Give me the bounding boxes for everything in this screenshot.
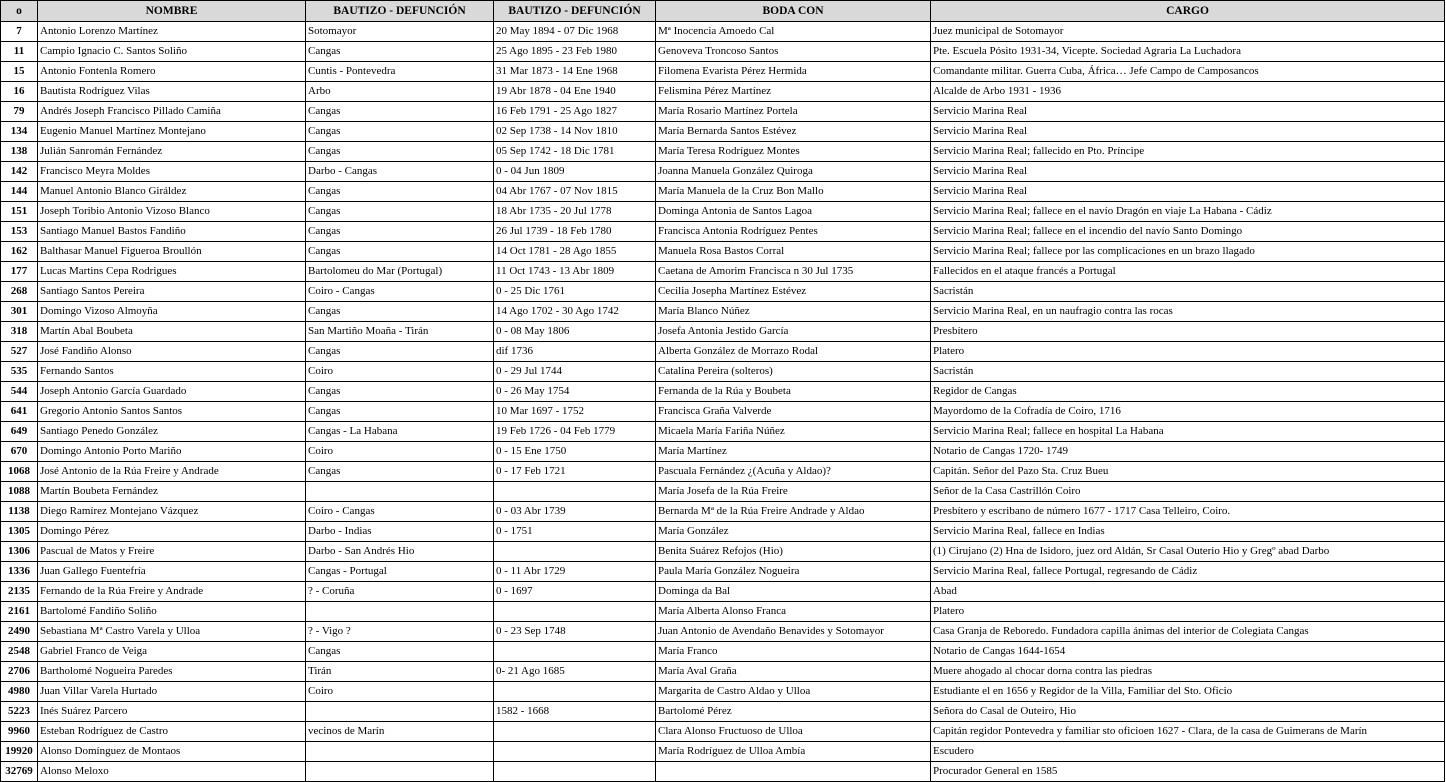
cell-nombre: Antonio Lorenzo Martínez — [38, 22, 306, 42]
cell-boda-con: Juan Antonio de Avendaño Benavides y Sotomayor — [656, 622, 931, 642]
cell-nombre: Santiago Santos Pereira — [38, 282, 306, 302]
cell-bautizo-fecha — [494, 602, 656, 622]
cell-bautizo-fecha — [494, 642, 656, 662]
cell-boda-con: María Aval Graña — [656, 662, 931, 682]
cell-cargo: Procurador General en 1585 — [931, 762, 1445, 782]
cell-nombre: Alonso Meloxo — [38, 762, 306, 782]
cell-nombre: Fernando Santos — [38, 362, 306, 382]
cell-bautizo-fecha: 0 - 11 Abr 1729 — [494, 562, 656, 582]
cell-nombre: Julián Sanromán Fernández — [38, 142, 306, 162]
cell-bautizo-lugar: Cangas — [306, 402, 494, 422]
cell-number: 144 — [1, 182, 38, 202]
cell-number: 1138 — [1, 502, 38, 522]
cell-bautizo-fecha: 0 - 25 Dic 1761 — [494, 282, 656, 302]
cell-number: 1336 — [1, 562, 38, 582]
cell-nombre: Francisco Meyra Moldes — [38, 162, 306, 182]
cell-boda-con: Mª Inocencia Amoedo Cal — [656, 22, 931, 42]
cell-number: 2135 — [1, 582, 38, 602]
cell-cargo: Platero — [931, 342, 1445, 362]
cell-nombre: Martín Abal Boubeta — [38, 322, 306, 342]
cell-number: 1306 — [1, 542, 38, 562]
cell-bautizo-fecha: 25 Ago 1895 - 23 Feb 1980 — [494, 42, 656, 62]
cell-number: 649 — [1, 422, 38, 442]
cell-boda-con: María Martínez — [656, 442, 931, 462]
cell-cargo: Sacristán — [931, 282, 1445, 302]
cell-boda-con: Dominga Antonia de Santos Lagoa — [656, 202, 931, 222]
cell-bautizo-lugar: ? - Coruña — [306, 582, 494, 602]
table-row — [1, 122, 1445, 142]
table-row — [1, 742, 1445, 762]
cell-number: 2161 — [1, 602, 38, 622]
cell-nombre: Gabriel Franco de Veiga — [38, 642, 306, 662]
table-row — [1, 102, 1445, 122]
cell-nombre: Inés Suárez Parcero — [38, 702, 306, 722]
cell-bautizo-fecha: 19 Feb 1726 - 04 Feb 1779 — [494, 422, 656, 442]
cell-boda-con: Bernarda Mª de la Rúa Freire Andrade y Aldao — [656, 502, 931, 522]
cell-bautizo-lugar: Cangas — [306, 242, 494, 262]
table-row — [1, 562, 1445, 582]
cell-nombre: Manuel Antonio Blanco Giráldez — [38, 182, 306, 202]
cell-bautizo-fecha: 19 Abr 1878 - 04 Ene 1940 — [494, 82, 656, 102]
cell-bautizo-lugar: Coiro — [306, 682, 494, 702]
header-bautizo-lugar: BAUTIZO - DEFUNCIÓN — [306, 1, 494, 22]
cell-number: 32769 — [1, 762, 38, 782]
cell-nombre: Joseph Antonio García Guardado — [38, 382, 306, 402]
cell-bautizo-fecha: 31 Mar 1873 - 14 Ene 1968 — [494, 62, 656, 82]
cell-nombre: Sebastiana Mª Castro Varela y Ulloa — [38, 622, 306, 642]
table-row — [1, 502, 1445, 522]
table-row — [1, 22, 1445, 42]
cell-boda-con: Felismina Pérez Martínez — [656, 82, 931, 102]
cell-bautizo-fecha: 14 Ago 1702 - 30 Ago 1742 — [494, 302, 656, 322]
cell-nombre: Pascual de Matos y Freire — [38, 542, 306, 562]
cell-bautizo-lugar: Bartolomeu do Mar (Portugal) — [306, 262, 494, 282]
cell-bautizo-lugar: Darbo - Indias — [306, 522, 494, 542]
cell-bautizo-fecha: 10 Mar 1697 - 1752 — [494, 402, 656, 422]
cell-nombre: Alonso Domínguez de Montaos — [38, 742, 306, 762]
cell-boda-con: Benita Suárez Refojos (Hio) — [656, 542, 931, 562]
table-row — [1, 42, 1445, 62]
cell-boda-con: María Franco — [656, 642, 931, 662]
cell-number: 268 — [1, 282, 38, 302]
table-row — [1, 222, 1445, 242]
cell-bautizo-lugar: Cangas — [306, 202, 494, 222]
cell-bautizo-lugar: Cangas — [306, 142, 494, 162]
cell-cargo: Escudero — [931, 742, 1445, 762]
cell-number: 177 — [1, 262, 38, 282]
cell-bautizo-lugar: San Martiño Moaña - Tirán — [306, 322, 494, 342]
table-row — [1, 422, 1445, 442]
cell-bautizo-fecha: 0 - 15 Ene 1750 — [494, 442, 656, 462]
cell-number: 641 — [1, 402, 38, 422]
cell-nombre: Diego Ramírez Montejano Vázquez — [38, 502, 306, 522]
table-row — [1, 182, 1445, 202]
cell-number: 2490 — [1, 622, 38, 642]
cell-bautizo-lugar — [306, 602, 494, 622]
cell-nombre: Bautista Rodríguez Vilas — [38, 82, 306, 102]
cell-bautizo-lugar: vecinos de Marín — [306, 722, 494, 742]
cell-boda-con: Dominga da Bal — [656, 582, 931, 602]
table-row — [1, 722, 1445, 742]
table-row — [1, 262, 1445, 282]
cell-number: 301 — [1, 302, 38, 322]
table-row — [1, 162, 1445, 182]
table-row — [1, 302, 1445, 322]
cell-cargo: Servicio Marina Real — [931, 122, 1445, 142]
header-boda-con: BODA CON — [656, 1, 931, 22]
table-row — [1, 542, 1445, 562]
cell-cargo: Servicio Marina Real; fallece en hospital La Habana — [931, 422, 1445, 442]
cell-number: 134 — [1, 122, 38, 142]
table-row — [1, 82, 1445, 102]
cell-nombre: Esteban Rodríguez de Castro — [38, 722, 306, 742]
cell-boda-con: Josefa Antonia Jestido García — [656, 322, 931, 342]
cell-number: 544 — [1, 382, 38, 402]
cell-boda-con: Catalina Pereira (solteros) — [656, 362, 931, 382]
cell-bautizo-fecha: 04 Abr 1767 - 07 Nov 1815 — [494, 182, 656, 202]
cell-nombre: Joseph Toribio Antonio Vizoso Blanco — [38, 202, 306, 222]
cell-bautizo-lugar: Darbo - Cangas — [306, 162, 494, 182]
table-row — [1, 582, 1445, 602]
cell-bautizo-fecha: 14 Oct 1781 - 28 Ago 1855 — [494, 242, 656, 262]
cell-cargo: Servicio Marina Real, en un naufragio contra las rocas — [931, 302, 1445, 322]
cell-number: 318 — [1, 322, 38, 342]
cell-cargo: Fallecidos en el ataque francés a Portugal — [931, 262, 1445, 282]
cell-cargo: Juez municipal de Sotomayor — [931, 22, 1445, 42]
cell-number: 153 — [1, 222, 38, 242]
cell-boda-con: María Blanco Núñez — [656, 302, 931, 322]
cell-number: 535 — [1, 362, 38, 382]
cell-nombre: Antonio Fontenla Romero — [38, 62, 306, 82]
cell-bautizo-fecha — [494, 682, 656, 702]
cell-cargo: Regidor de Cangas — [931, 382, 1445, 402]
header-bautizo-fecha: BAUTIZO - DEFUNCIÓN — [494, 1, 656, 22]
cell-bautizo-lugar: Cangas — [306, 642, 494, 662]
cell-number: 2548 — [1, 642, 38, 662]
cell-boda-con: Francisca Antonia Rodríguez Pentes — [656, 222, 931, 242]
header-cargo: CARGO — [931, 1, 1445, 22]
cell-nombre: Bartholomé Nogueira Paredes — [38, 662, 306, 682]
table-row — [1, 662, 1445, 682]
table-row — [1, 282, 1445, 302]
cell-boda-con: María Josefa de la Rúa Freire — [656, 482, 931, 502]
cell-number: 4980 — [1, 682, 38, 702]
cell-boda-con: Cecilia Josepha Martínez Estévez — [656, 282, 931, 302]
cell-boda-con: María Alberta Alonso Franca — [656, 602, 931, 622]
cell-number: 11 — [1, 42, 38, 62]
cell-nombre: Andrés Joseph Francisco Pillado Camiña — [38, 102, 306, 122]
cell-boda-con: Manuela Rosa Bastos Corral — [656, 242, 931, 262]
table-row — [1, 762, 1445, 782]
table-body — [1, 22, 1445, 782]
table-row — [1, 242, 1445, 262]
table-row — [1, 402, 1445, 422]
cell-bautizo-lugar: Cuntis - Pontevedra — [306, 62, 494, 82]
cell-bautizo-fecha — [494, 742, 656, 762]
cell-number: 2706 — [1, 662, 38, 682]
table-row — [1, 382, 1445, 402]
cell-bautizo-fecha: 18 Abr 1735 - 20 Jul 1778 — [494, 202, 656, 222]
cell-nombre: Juan Villar Varela Hurtado — [38, 682, 306, 702]
cell-bautizo-lugar: Coiro - Cangas — [306, 282, 494, 302]
cell-cargo: Comandante militar. Guerra Cuba, África… Jefe Campo de Camposancos — [931, 62, 1445, 82]
cell-bautizo-lugar: ? - Vigo ? — [306, 622, 494, 642]
cell-bautizo-lugar: Coiro — [306, 442, 494, 462]
cell-bautizo-lugar: Sotomayor — [306, 22, 494, 42]
cell-bautizo-lugar — [306, 742, 494, 762]
cell-bautizo-fecha: 0- 21 Ago 1685 — [494, 662, 656, 682]
table-row — [1, 202, 1445, 222]
table-row — [1, 702, 1445, 722]
cell-bautizo-fecha — [494, 762, 656, 782]
cell-cargo: Notario de Cangas 1720- 1749 — [931, 442, 1445, 462]
cell-cargo: Servicio Marina Real, fallece en Indias — [931, 522, 1445, 542]
cell-nombre: Campio Ignacio C. Santos Soliño — [38, 42, 306, 62]
table-row — [1, 602, 1445, 622]
cell-boda-con: Joanna Manuela González Quiroga — [656, 162, 931, 182]
cell-cargo: Servicio Marina Real; fallece por las complicaciones en un brazo llagado — [931, 242, 1445, 262]
cell-bautizo-fecha: 02 Sep 1738 - 14 Nov 1810 — [494, 122, 656, 142]
cell-bautizo-fecha: 0 - 29 Jul 1744 — [494, 362, 656, 382]
cell-cargo: Mayordomo de la Cofradía de Coiro, 1716 — [931, 402, 1445, 422]
cell-cargo: Capitán. Señor del Pazo Sta. Cruz Bueu — [931, 462, 1445, 482]
cell-bautizo-fecha: 0 - 1697 — [494, 582, 656, 602]
cell-boda-con: María Rodríguez de Ulloa Ambía — [656, 742, 931, 762]
cell-bautizo-lugar: Arbo — [306, 82, 494, 102]
cell-cargo: Muere ahogado al chocar dorna contra las piedras — [931, 662, 1445, 682]
table-row — [1, 442, 1445, 462]
cell-cargo: Señora do Casal de Outeiro, Hio — [931, 702, 1445, 722]
cell-number: 527 — [1, 342, 38, 362]
cell-cargo: Platero — [931, 602, 1445, 622]
cell-bautizo-fecha — [494, 482, 656, 502]
cell-cargo: Notario de Cangas 1644-1654 — [931, 642, 1445, 662]
table-row — [1, 682, 1445, 702]
cell-bautizo-fecha: 26 Jul 1739 - 18 Feb 1780 — [494, 222, 656, 242]
cell-boda-con: Fernanda de la Rúa y Boubeta — [656, 382, 931, 402]
cell-number: 151 — [1, 202, 38, 222]
cell-number: 1068 — [1, 462, 38, 482]
cell-number: 19920 — [1, 742, 38, 762]
cell-bautizo-lugar — [306, 762, 494, 782]
cell-bautizo-lugar: Cangas - La Habana — [306, 422, 494, 442]
cell-bautizo-fecha — [494, 542, 656, 562]
cell-cargo: Señor de la Casa Castrillón Coiro — [931, 482, 1445, 502]
cell-bautizo-fecha: 0 - 08 May 1806 — [494, 322, 656, 342]
cell-boda-con: Caetana de Amorim Francisca n 30 Jul 1735 — [656, 262, 931, 282]
header-number: o — [1, 1, 38, 22]
cell-nombre: Bartolomé Fandiño Soliño — [38, 602, 306, 622]
cell-bautizo-fecha: 0 - 03 Abr 1739 — [494, 502, 656, 522]
cell-boda-con: Micaela María Fariña Núñez — [656, 422, 931, 442]
cell-number: 79 — [1, 102, 38, 122]
cell-number: 142 — [1, 162, 38, 182]
cell-cargo: Servicio Marina Real, fallece Portugal, regresando de Cádiz — [931, 562, 1445, 582]
cell-cargo: Servicio Marina Real — [931, 162, 1445, 182]
cell-cargo: Alcalde de Arbo 1931 - 1936 — [931, 82, 1445, 102]
cell-bautizo-fecha: 0 - 23 Sep 1748 — [494, 622, 656, 642]
cell-nombre: Lucas Martins Cepa Rodrigues — [38, 262, 306, 282]
cell-bautizo-lugar: Cangas — [306, 42, 494, 62]
cell-bautizo-lugar: Cangas — [306, 182, 494, 202]
cell-bautizo-fecha: 11 Oct 1743 - 13 Abr 1809 — [494, 262, 656, 282]
cell-cargo: (1) Cirujano (2) Hna de Isidoro, juez ord Aldán, Sr Casal Outerio Hio y Gregº abad Darbo — [931, 542, 1445, 562]
cell-bautizo-lugar: Cangas — [306, 382, 494, 402]
cell-bautizo-lugar: Coiro — [306, 362, 494, 382]
cell-boda-con: Paula María González Nogueira — [656, 562, 931, 582]
cell-boda-con: Genoveva Troncoso Santos — [656, 42, 931, 62]
cell-bautizo-lugar: Darbo - San Andrés Hio — [306, 542, 494, 562]
cell-bautizo-lugar: Tirán — [306, 662, 494, 682]
cell-boda-con — [656, 762, 931, 782]
cell-bautizo-fecha: 1582 - 1668 — [494, 702, 656, 722]
cell-nombre: Martín Boubeta Fernández — [38, 482, 306, 502]
cell-cargo: Servicio Marina Real; fallece en el incendio del navío Santo Domingo — [931, 222, 1445, 242]
cell-nombre: Domingo Vizoso Almoyña — [38, 302, 306, 322]
cell-cargo: Estudiante el en 1656 y Regidor de la Villa, Familiar del Sto. Oficio — [931, 682, 1445, 702]
cell-bautizo-fecha — [494, 722, 656, 742]
cell-bautizo-lugar: Cangas — [306, 102, 494, 122]
cell-bautizo-lugar: Cangas - Portugal — [306, 562, 494, 582]
cell-boda-con: María González — [656, 522, 931, 542]
cell-bautizo-fecha: 0 - 1751 — [494, 522, 656, 542]
cell-bautizo-lugar: Cangas — [306, 462, 494, 482]
cell-bautizo-lugar — [306, 482, 494, 502]
cell-boda-con: María Bernarda Santos Estévez — [656, 122, 931, 142]
cell-number: 7 — [1, 22, 38, 42]
cell-cargo: Presbítero — [931, 322, 1445, 342]
cell-cargo: Servicio Marina Real; fallece en el navío Dragón en viaje La Habana - Cádiz — [931, 202, 1445, 222]
cell-cargo: Presbítero y escribano de número 1677 - 1717 Casa Telleiro, Coiro. — [931, 502, 1445, 522]
cell-boda-con: Francisca Graña Valverde — [656, 402, 931, 422]
cell-cargo: Servicio Marina Real; fallecido en Pto. Príncipe — [931, 142, 1445, 162]
cell-number: 670 — [1, 442, 38, 462]
cell-bautizo-fecha: 0 - 17 Feb 1721 — [494, 462, 656, 482]
cell-bautizo-fecha: 0 - 26 May 1754 — [494, 382, 656, 402]
cell-cargo: Abad — [931, 582, 1445, 602]
cell-boda-con: Clara Alonso Fructuoso de Ulloa — [656, 722, 931, 742]
table-header — [1, 1, 1445, 22]
cell-number: 1305 — [1, 522, 38, 542]
cell-bautizo-fecha: 0 - 04 Jun 1809 — [494, 162, 656, 182]
cell-cargo: Casa Granja de Reboredo. Fundadora capilla ánimas del interior de Colegiata Cangas — [931, 622, 1445, 642]
cell-nombre: Domingo Antonio Porto Mariño — [38, 442, 306, 462]
cell-bautizo-lugar: Coiro - Cangas — [306, 502, 494, 522]
cell-boda-con: Margarita de Castro Aldao y Ulloa — [656, 682, 931, 702]
header-nombre: NOMBRE — [38, 1, 306, 22]
cell-nombre: Fernando de la Rúa Freire y Andrade — [38, 582, 306, 602]
table-row — [1, 482, 1445, 502]
cell-bautizo-lugar: Cangas — [306, 342, 494, 362]
cell-cargo: Servicio Marina Real — [931, 102, 1445, 122]
cell-number: 15 — [1, 62, 38, 82]
cell-nombre: Juan Gallego Fuentefría — [38, 562, 306, 582]
cell-number: 138 — [1, 142, 38, 162]
cell-cargo: Pte. Escuela Pósito 1931-34, Vicepte. Sociedad Agraria La Luchadora — [931, 42, 1445, 62]
cell-bautizo-lugar: Cangas — [306, 122, 494, 142]
cell-nombre: Santiago Manuel Bastos Fandiño — [38, 222, 306, 242]
header-row — [1, 1, 1445, 22]
cell-nombre: Balthasar Manuel Figueroa Broullón — [38, 242, 306, 262]
cell-bautizo-lugar: Cangas — [306, 222, 494, 242]
cell-cargo: Servicio Marina Real — [931, 182, 1445, 202]
cell-bautizo-fecha: 05 Sep 1742 - 18 Dic 1781 — [494, 142, 656, 162]
cell-number: 16 — [1, 82, 38, 102]
cell-nombre: Santiago Penedo González — [38, 422, 306, 442]
cell-nombre: Domingo Pérez — [38, 522, 306, 542]
table-row — [1, 142, 1445, 162]
cell-bautizo-lugar — [306, 702, 494, 722]
cell-boda-con: Bartolomé Pérez — [656, 702, 931, 722]
cell-boda-con: Pascuala Fernández ¿(Acuña y Aldao)? — [656, 462, 931, 482]
cell-nombre: José Fandiño Alonso — [38, 342, 306, 362]
table-row — [1, 362, 1445, 382]
cell-boda-con: María Teresa Rodríguez Montes — [656, 142, 931, 162]
table-row — [1, 342, 1445, 362]
cell-cargo: Capitán regidor Pontevedra y familiar sto oficioen 1627 - Clara, de la casa de Guimerans de Marín — [931, 722, 1445, 742]
table-row — [1, 622, 1445, 642]
cell-number: 5223 — [1, 702, 38, 722]
table-row — [1, 462, 1445, 482]
cell-boda-con: Filomena Evarista Pérez Hermida — [656, 62, 931, 82]
table-row — [1, 642, 1445, 662]
cell-bautizo-fecha: 16 Feb 1791 - 25 Ago 1827 — [494, 102, 656, 122]
cell-nombre: José Antonio de la Rúa Freire y Andrade — [38, 462, 306, 482]
table-row — [1, 322, 1445, 342]
cell-number: 1088 — [1, 482, 38, 502]
cell-bautizo-fecha: 20 May 1894 - 07 Dic 1968 — [494, 22, 656, 42]
cell-cargo: Sacristán — [931, 362, 1445, 382]
cell-nombre: Gregorio Antonio Santos Santos — [38, 402, 306, 422]
cell-boda-con: María Manuela de la Cruz Bon Mallo — [656, 182, 931, 202]
cell-bautizo-fecha: dif 1736 — [494, 342, 656, 362]
cell-number: 9960 — [1, 722, 38, 742]
cell-boda-con: Alberta González de Morrazo Rodal — [656, 342, 931, 362]
table-row — [1, 62, 1445, 82]
cell-number: 162 — [1, 242, 38, 262]
cell-nombre: Eugenio Manuel Martínez Montejano — [38, 122, 306, 142]
cell-bautizo-lugar: Cangas — [306, 302, 494, 322]
table-row — [1, 522, 1445, 542]
cell-boda-con: María Rosario Martínez Portela — [656, 102, 931, 122]
